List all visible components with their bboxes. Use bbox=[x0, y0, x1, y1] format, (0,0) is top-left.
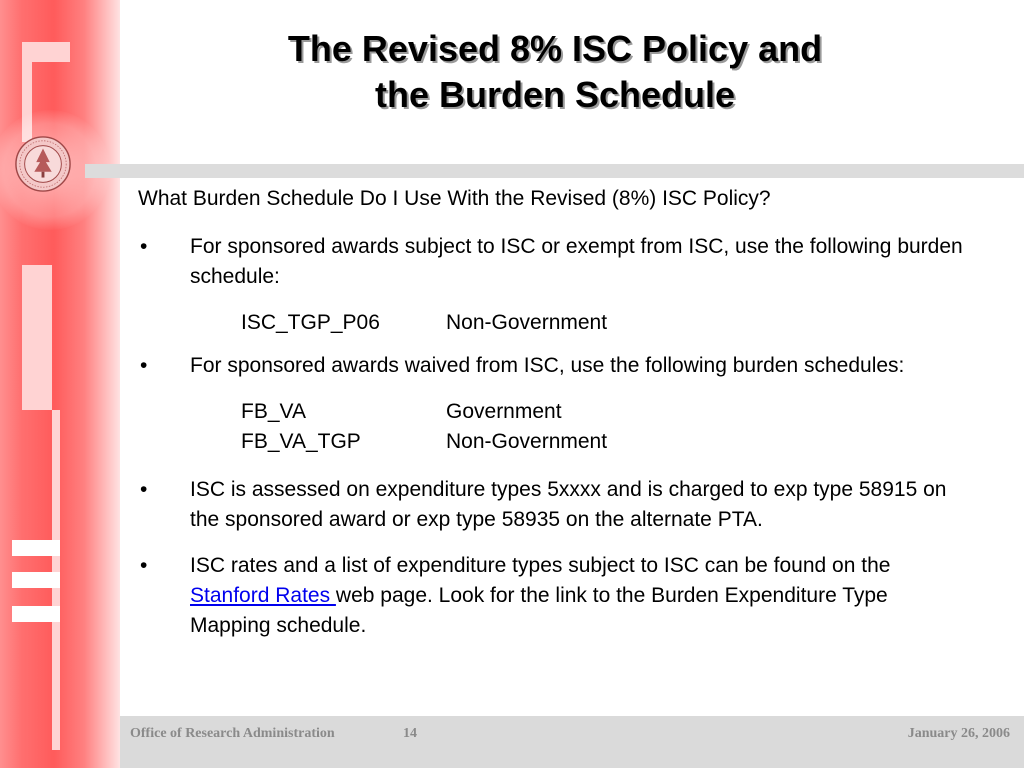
bullet-item-3 bbox=[138, 475, 968, 535]
schedule-type: Non-Government bbox=[446, 430, 608, 453]
stanford-rates-link[interactable]: Stanford Rates bbox=[190, 584, 336, 607]
university-seal-icon bbox=[14, 135, 72, 193]
bullet-text: For sponsored awards subject to ISC or exempt from ISC, use the following burden schedule: bbox=[190, 235, 963, 288]
schedule-list-1 bbox=[138, 308, 968, 338]
schedule-row bbox=[138, 397, 968, 427]
footer-office: Office of Research Administration bbox=[130, 726, 335, 741]
slide-body bbox=[138, 184, 968, 641]
bullet-text: For sponsored awards waived from ISC, use the following burden schedules: bbox=[190, 354, 905, 377]
bullet-marker: • bbox=[140, 554, 148, 577]
band-white-mark-3 bbox=[12, 606, 60, 622]
slide-title-line-2: the Burden Schedule bbox=[374, 74, 736, 115]
schedule-type: Government bbox=[446, 400, 562, 423]
schedule-type: Non-Government bbox=[446, 311, 608, 334]
band-white-mark-2 bbox=[12, 572, 60, 588]
slide-footer bbox=[120, 716, 1024, 768]
schedule-list-2 bbox=[138, 397, 968, 457]
bullet-text: ISC is assessed on expenditure types 5xxxx and is charged to exp type 58915 on the sponsored award or exp type 58935 on the alternate PTA. bbox=[190, 478, 947, 531]
schedule-row bbox=[138, 308, 968, 338]
schedule-code: ISC_TGP_P06 bbox=[241, 311, 380, 334]
bullet-marker: • bbox=[140, 478, 148, 501]
footer-page-number: 14 bbox=[403, 726, 417, 741]
bullet-text-before-link: ISC rates and a list of expenditure types subject to ISC can be found on the bbox=[190, 554, 891, 577]
schedule-code: FB_VA_TGP bbox=[241, 430, 361, 453]
title-separator-bar bbox=[85, 164, 1024, 178]
bullet-item-1 bbox=[138, 232, 968, 292]
bullet-text-after-link: web page. Look for the link to the Burden Expenditure Type Mapping schedule. bbox=[190, 584, 888, 637]
bullet-item-2 bbox=[138, 351, 968, 381]
bullet-item-4 bbox=[138, 551, 968, 641]
band-white-mark-1 bbox=[12, 540, 60, 556]
band-stripe-top bbox=[22, 42, 70, 62]
band-stripe-vertical-2 bbox=[22, 265, 52, 410]
schedule-row bbox=[138, 427, 968, 457]
slide-title-line-1: The Revised 8% ISC Policy and bbox=[287, 28, 823, 69]
schedule-code: FB_VA bbox=[241, 400, 306, 423]
bullet-marker: • bbox=[140, 235, 148, 258]
bullet-marker: • bbox=[140, 354, 148, 377]
slide-title bbox=[150, 26, 960, 118]
slide-question: What Burden Schedule Do I Use With the Revised (8%) ISC Policy? bbox=[138, 187, 771, 210]
footer-date: January 26, 2006 bbox=[907, 726, 1010, 741]
